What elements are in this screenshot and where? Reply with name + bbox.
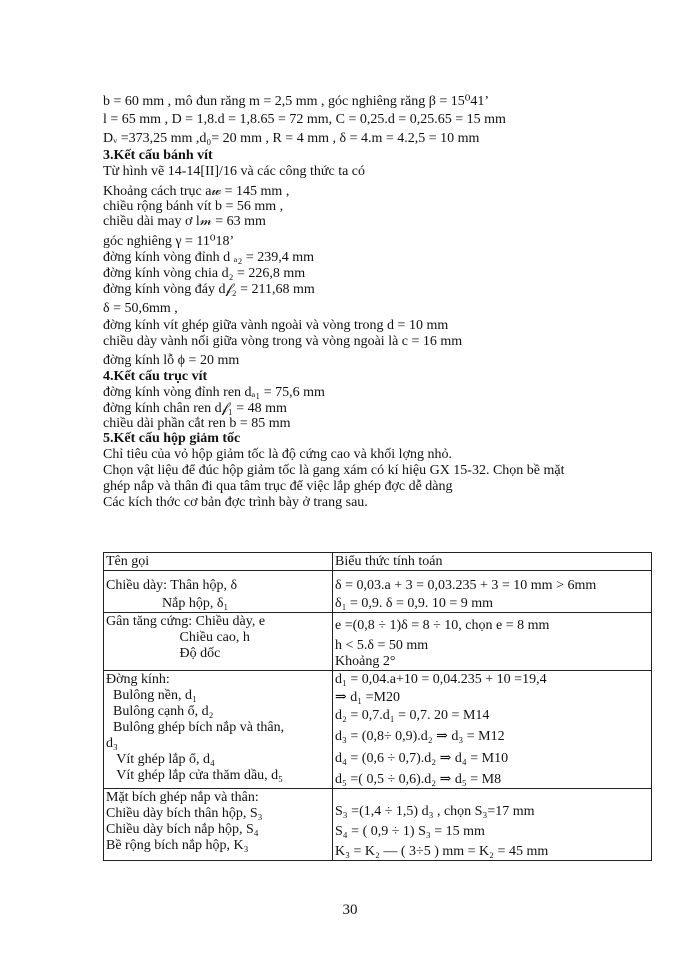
section-heading: 3.Kết cấu bánh vít [103, 148, 213, 163]
cell-line: d₃ [106, 736, 118, 751]
cell-line: h < 5.δ = 50 mm [335, 638, 429, 653]
text-line: chiều dày vành nối giữa vòng trong và vòng ngoài là c = 16 mm [103, 334, 463, 349]
table-cell [104, 671, 333, 789]
section-heading: 5.Kết cấu hộp giảm tốc [103, 431, 241, 446]
cell-line: S₃ =(1,4 ÷ 1,5) d₃ , chọn S₃=17 mm [335, 804, 535, 819]
page-number: 30 [342, 902, 358, 918]
cell-line: Gân tăng cứng: Chiều dày, e [106, 614, 266, 629]
table-cell [104, 571, 333, 613]
cell-line: K₃ = K₂ — ( 3÷5 ) mm = K₂ = 45 mm [335, 844, 549, 859]
table-row [104, 613, 652, 671]
text-line: đờng kính vít ghép giữa vành ngoài và vòng trong d = 10 mm [103, 318, 449, 333]
text-line: chiều rộng bánh vít b = 56 mm , [103, 199, 284, 214]
cell-line: Chiều dày: Thân hộp, δ [106, 578, 238, 593]
header-cell: Tên gọi [104, 553, 333, 571]
cell-line: e =(0,8 ÷ 1)δ = 8 ÷ 10, chọn e = 8 mm [335, 618, 550, 633]
table-cell [333, 671, 652, 789]
cell-line: δ₁ = 0,9. δ = 0,9. 10 = 9 mm [335, 596, 494, 611]
text-line: l = 65 mm , D = 1,8.d = 1,8.65 = 72 mm, C = 0,25.d = 0,25.65 = 15 mm [103, 112, 506, 127]
cell-line: Bulông cạnh ổ, d₂ [106, 704, 214, 719]
text-line: góc nghiêng γ = 11⁰18’ [103, 234, 235, 249]
text-line: đờng kính chân ren d𝒻₁ = 48 mm [103, 401, 287, 416]
text-line: δ = 50,6mm , [103, 301, 178, 316]
cell-line: Chiều dày bích nắp hộp, S₄ [106, 822, 259, 837]
cell-line: Bulông nền, d₁ [106, 688, 197, 703]
header-cell: Biểu thức tính toán [333, 553, 652, 571]
text-line: Từ hình vẽ 14-14[II]/16 và các công thức ta có [103, 164, 366, 179]
cell-line: d₅ =( 0,5 ÷ 0,6).d₂ ⇒ d₅ = M8 [335, 772, 502, 787]
cell-line: S₄ = ( 0,9 ÷ 1) S₃ = 15 mm [335, 824, 485, 839]
text-line: Dᵥ =373,25 mm ,d₀= 20 mm , R = 4 mm , δ = 4.m = 4.2,5 = 10 mm [103, 131, 480, 146]
cell-line: Chiều dày bích thân hộp, S₃ [106, 806, 263, 821]
table-row [104, 571, 652, 613]
text-line: b = 60 mm , mô đun răng m = 2,5 mm , góc nghiêng răng β = 15⁰41’ [103, 94, 489, 109]
table-cell [333, 571, 652, 613]
table-row [104, 789, 652, 861]
text-line: Chọn vật liệu để đúc hộp giảm tốc là gang xám có kí hiệu GX 15-32. Chọn bề mặt [103, 463, 565, 478]
cell-line: Bulông ghép bích nắp và thân, [106, 720, 285, 735]
cell-line: d₁ = 0,04.a+10 = 0,04.235 + 10 =19,4 [335, 672, 547, 687]
text-line: đờng kính lỗ ϕ = 20 mm [103, 353, 240, 368]
cell-line: Vít ghép lắp cửa thăm dầu, d₅ [106, 768, 284, 783]
cell-line: ⇒ d₁ =M20 [335, 690, 400, 705]
cell-line: Độ dốc [106, 646, 221, 661]
cell-line: Chiều cao, h [106, 630, 250, 645]
text-line: chiều dài phần cắt ren b = 85 mm [103, 416, 291, 431]
table-cell [333, 789, 652, 861]
cell-line: Mặt bích ghép nắp và thân: [106, 790, 259, 805]
cell-line: Đờng kính: [106, 672, 170, 687]
table-header-row [104, 553, 652, 571]
text-line: đờng kính vòng đáy d𝒻₂ = 211,68 mm [103, 282, 315, 297]
dimension-table [103, 552, 652, 861]
text-line: đờng kính vòng đỉnh d ₐ₂ = 239,4 mm [103, 250, 315, 265]
text-line: đờng kính vòng đỉnh ren dₐ₁ = 75,6 mm [103, 385, 325, 400]
text-line: ghép nắp và thân đi qua tâm trục để việc lắp ghép đợc dễ dàng [103, 479, 453, 494]
cell-line: Nắp hộp, δ₁ [106, 596, 229, 611]
cell-line: Vít ghép lắp ổ, d₄ [106, 752, 215, 767]
table-cell [104, 789, 333, 861]
text-line: Khoảng cách trục a𝓌 = 145 mm , [103, 184, 290, 199]
table-cell [104, 613, 333, 671]
cell-line: d₃ = (0,8÷ 0,9).d₂ ⇒ d₃ = M12 [335, 729, 505, 744]
text-line: Các kích thớc cơ bản đợc trình bày ở trang sau. [103, 495, 368, 510]
cell-line: d₂ = 0,7.d₁ = 0,7. 20 = M14 [335, 708, 490, 723]
text-line: chiều dài may ơ l𝓂 = 63 mm [103, 214, 266, 229]
text-line: Chỉ tiêu của vỏ hộp giảm tốc là độ cứng cao và khối lợng nhỏ. [103, 447, 452, 462]
text-line: đờng kính vòng chia d₂ = 226,8 mm [103, 266, 306, 281]
section-heading: 4.Kết cấu trục vít [103, 369, 208, 384]
cell-line: Khoảng 2° [335, 654, 396, 669]
table-row [104, 671, 652, 789]
cell-line: Bề rộng bích nắp hộp, K₃ [106, 838, 249, 853]
table-cell [333, 613, 652, 671]
cell-line: d₄ = (0,6 ÷ 0,7).d₂ ⇒ d₄ = M10 [335, 751, 509, 766]
cell-line: δ = 0,03.a + 3 = 0,03.235 + 3 = 10 mm > 6mm [335, 578, 597, 593]
